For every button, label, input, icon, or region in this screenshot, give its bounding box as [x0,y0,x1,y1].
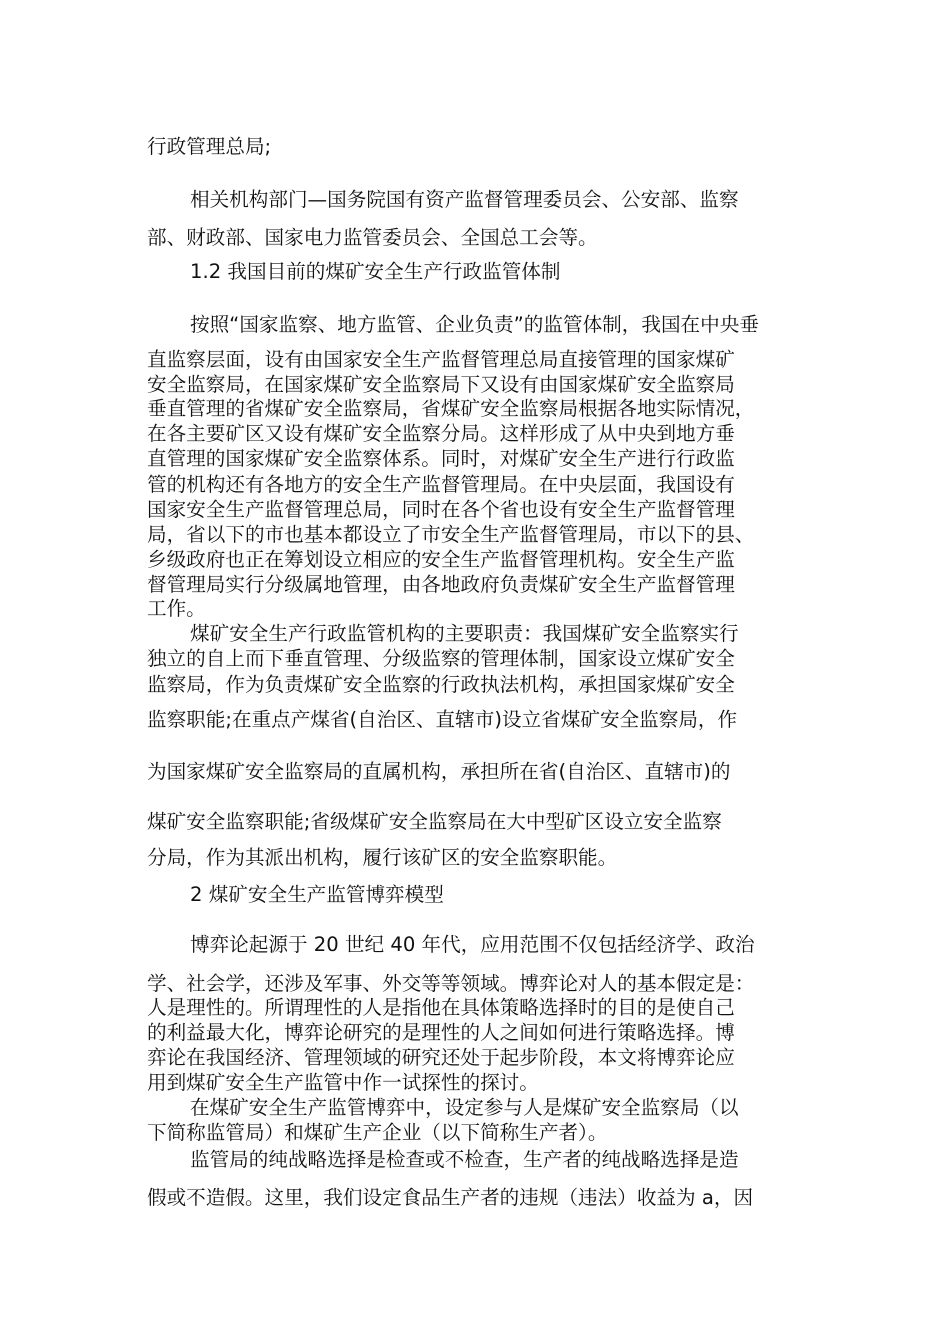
text-line: 管的机构还有各地方的安全生产监督管理局。在中央层面，我国设有 [147,473,735,496]
text-line: 工作。 [147,597,206,620]
text-line: 博弈论起源于 20 世纪 40 年代，应用范围不仅包括经济学、政治 [190,933,755,956]
text-line: 监管局的纯战略选择是检查或不检查，生产者的纯战略选择是造 [190,1148,739,1171]
text-line: 下简称监管局）和煤矿生产企业（以下简称生产者）。 [147,1121,608,1144]
text-line: 局，省以下的市也基本都设立了市安全生产监督管理局，市以下的县、 [147,523,755,546]
text-line: 的利益最大化，博弈论研究的是理性的人之间如何进行策略选择。博 [147,1021,735,1044]
text-line: 直管理的国家煤矿安全监察体系。同时，对煤矿安全生产进行行政监 [147,447,735,470]
text-line: 行政管理总局; [147,135,272,158]
text-line: 国家安全生产监督管理总局，同时在各个省也设有安全生产监督管理 [147,498,735,521]
text-line: 煤矿安全监察职能;省级煤矿安全监察局在大中型矿区设立安全监察 [147,810,722,833]
text-line: 乡级政府也正在筹划设立相应的安全生产监督管理机构。安全生产监 [147,548,735,571]
text-line: 部、财政部、国家电力监管委员会、全国总工会等。 [147,226,598,249]
text-line: 假或不造假。这里，我们设定食品生产者的违规（违法）收益为 a，因 [147,1186,754,1209]
text-line: 垂直管理的省煤矿安全监察局，省煤矿安全监察局根据各地实际情况， [147,397,755,420]
text-line: 督管理局实行分级属地管理，由各地政府负责煤矿安全生产监督管理 [147,573,735,596]
text-line: 2 煤矿安全生产监管博弈模型 [190,883,444,906]
text-line: 为国家煤矿安全监察局的直属机构，承担所在省(自治区、直辖市)的 [147,760,731,783]
text-line: 在各主要矿区又设有煤矿安全监察分局。这样形成了从中央到地方垂 [147,422,735,445]
text-line: 安全监察局，在国家煤矿安全监察局下又设有由国家煤矿安全监察局 [147,373,735,396]
text-line: 学、社会学，还涉及军事、外交等等领域。博弈论对人的基本假定是： [147,972,755,995]
text-line: 分局，作为其派出机构，履行该矿区的安全监察职能。 [147,846,618,869]
text-line: 按照“国家监察、地方监管、企业负责”的监管体制，我国在中央垂 [190,313,759,336]
text-line: 监察职能;在重点产煤省(自治区、直辖市)设立省煤矿安全监察局，作 [147,708,738,731]
text-line: 煤矿安全生产行政监管机构的主要职责：我国煤矿安全监察实行 [190,622,739,645]
text-line: 相关机构部门—国务院国有资产监督管理委员会、公安部、监察 [190,188,739,211]
text-line: 弈论在我国经济、管理领域的研究还处于起步阶段，本文将博弈论应 [147,1046,735,1069]
text-line: 直监察层面，设有由国家安全生产监督管理总局直接管理的国家煤矿 [147,348,735,371]
text-line: 人是理性的。所谓理性的人是指他在具体策略选择时的目的是使自己 [147,996,735,1019]
text-line: 1.2 我国目前的煤矿安全生产行政监管体制 [190,260,561,283]
text-line: 监察局，作为负责煤矿安全监察的行政执法机构，承担国家煤矿安全 [147,673,735,696]
text-line: 在煤矿安全生产监管博弈中，设定参与人是煤矿安全监察局（以 [190,1096,739,1119]
text-line: 独立的自上而下垂直管理、分级监察的管理体制，国家设立煤矿安全 [147,647,735,670]
text-line: 用到煤矿安全生产监管中作一试探性的探讨。 [147,1071,539,1094]
